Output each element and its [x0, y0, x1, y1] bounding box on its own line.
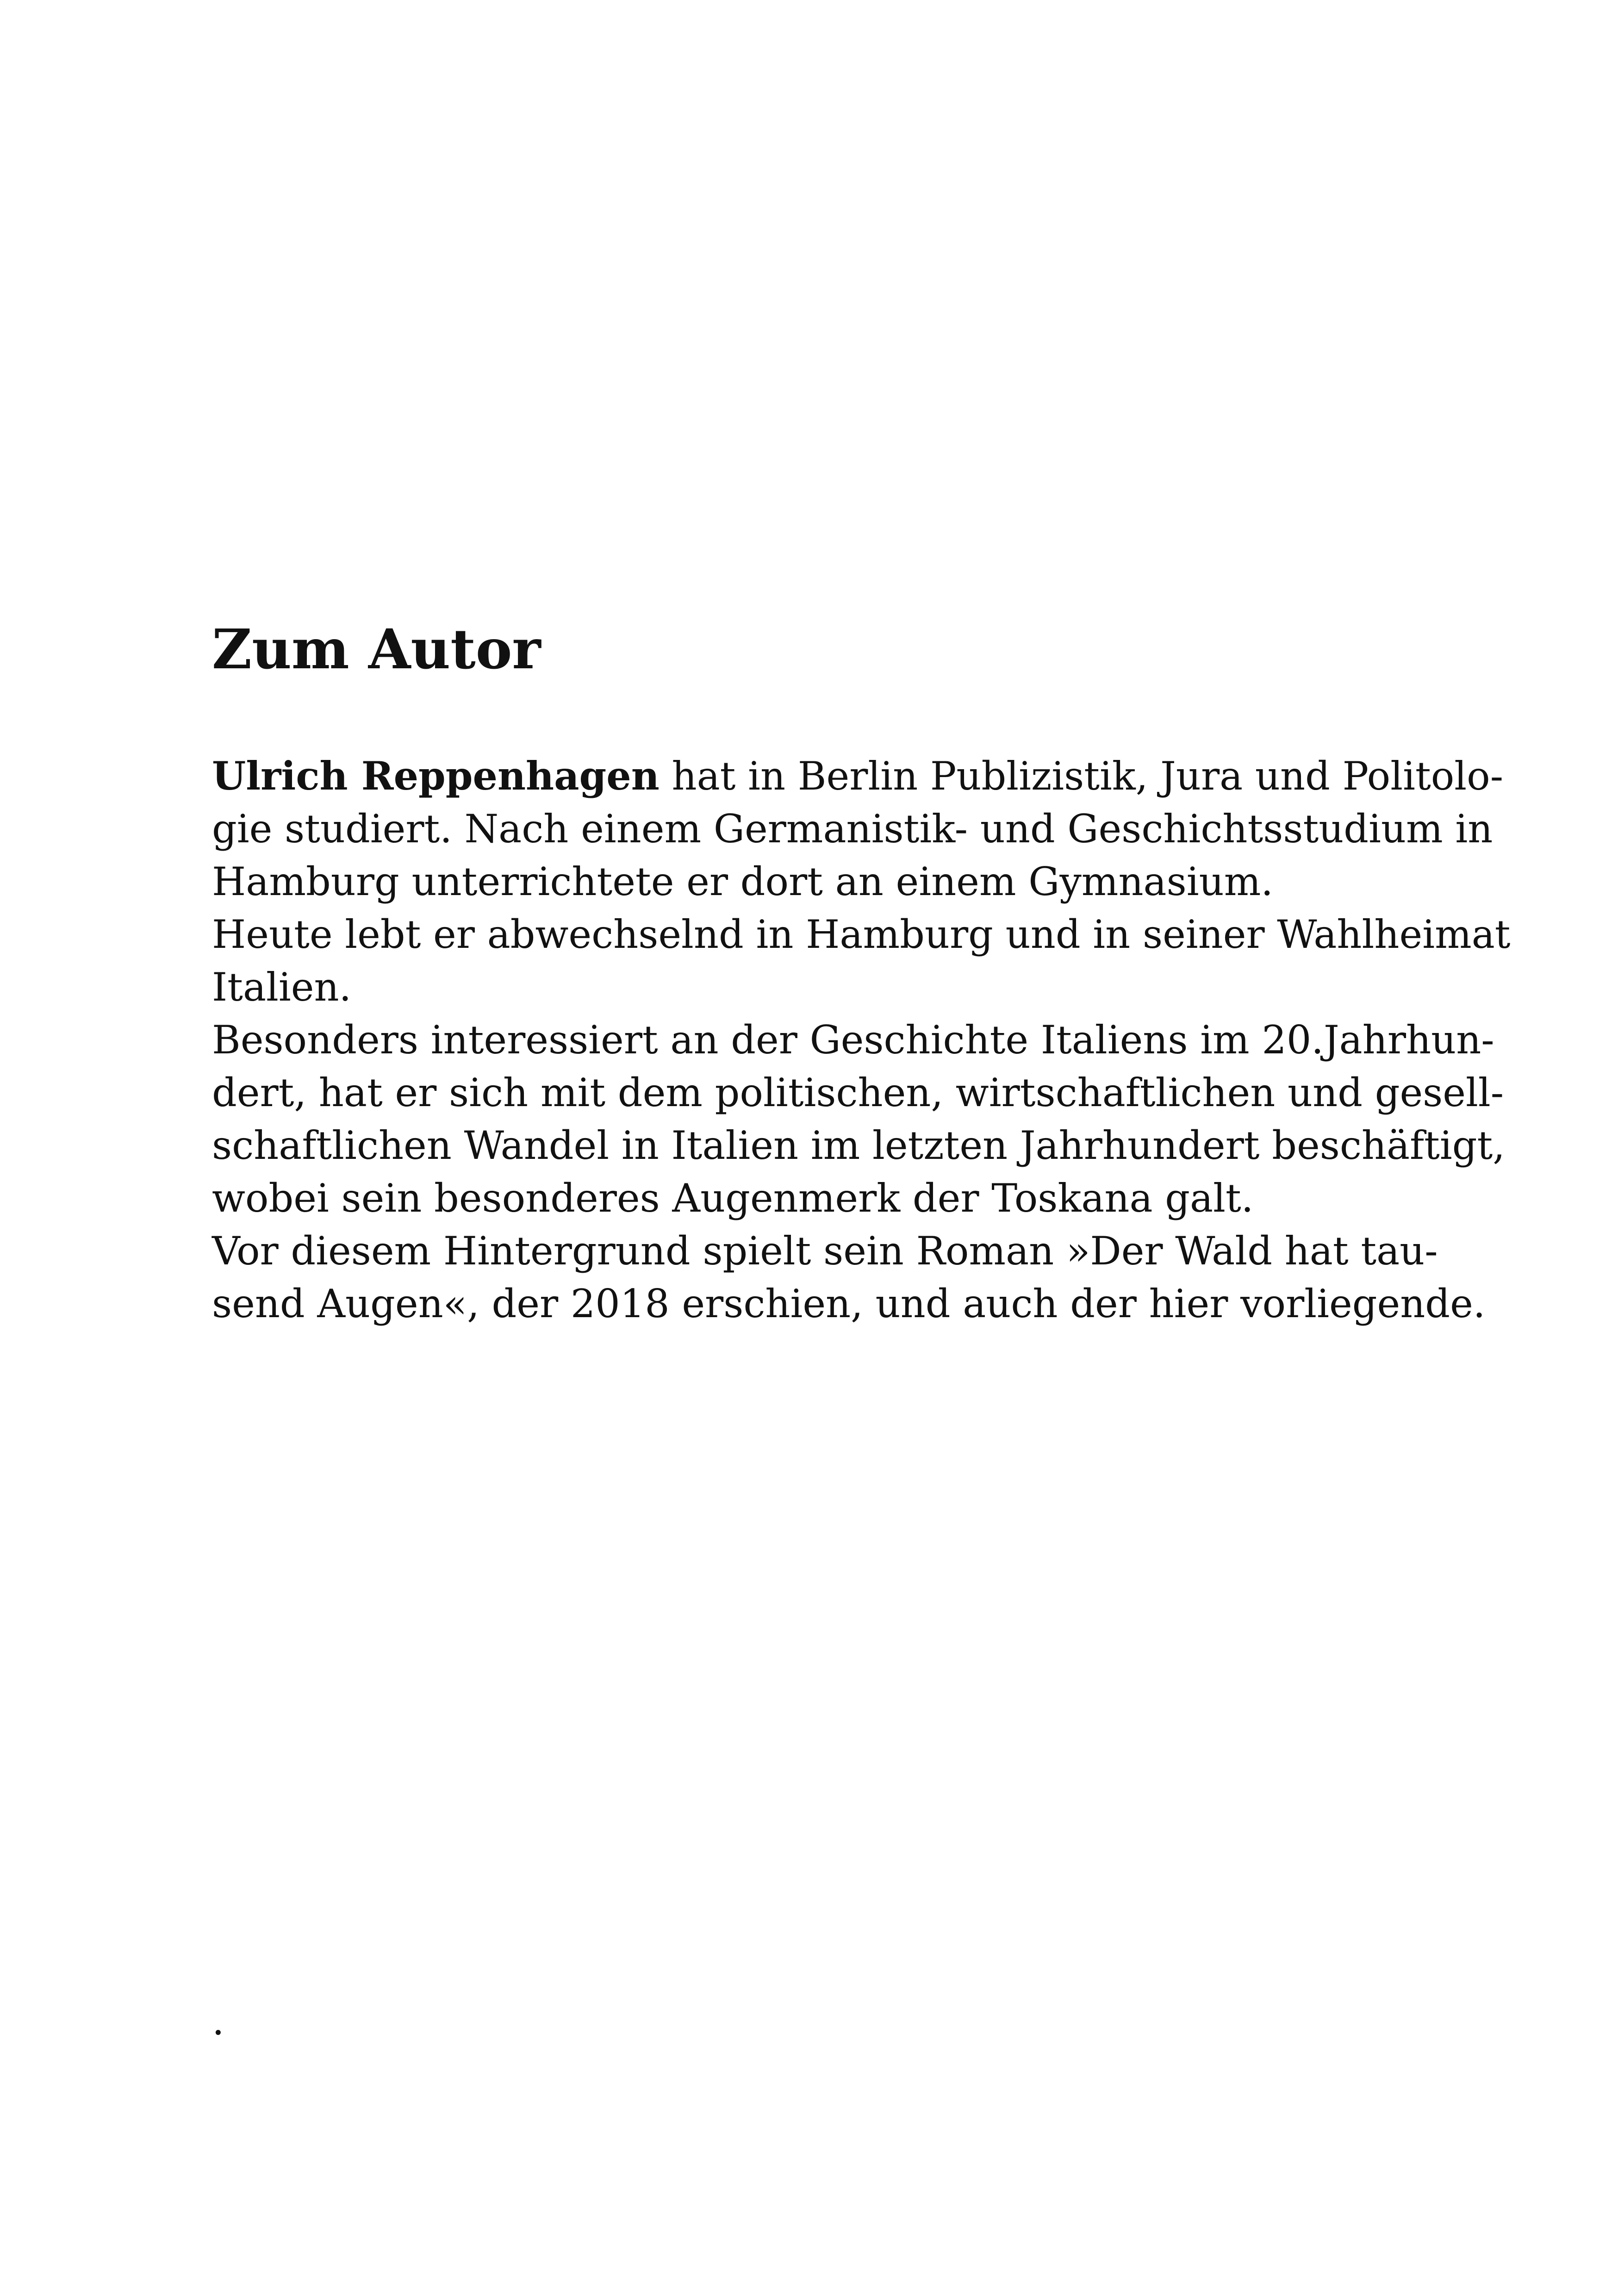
author-bio — [212, 750, 1511, 1330]
bio-line: dert, hat er sich mit dem politischen, wirtschaftlichen und gesell- — [212, 1070, 1504, 1115]
page-title: Zum Autor — [212, 617, 541, 681]
bio-line: Italien. — [212, 964, 352, 1010]
bio-line: gie studiert. Nach einem Germanistik- und Geschichtsstudium in — [212, 806, 1493, 852]
bio-line: Hamburg unterrichtete er dort an einem Gymnasium. — [212, 859, 1274, 904]
bio-line: Vor diesem Hintergrund spielt sein Roman »Der Wald hat tau- — [212, 1228, 1438, 1274]
bio-line: send Augen«, der 2018 erschien, und auch der hier vorliegende. — [212, 1281, 1486, 1326]
author-name: Ulrich Reppenhagen — [212, 753, 660, 799]
bio-line: Heute lebt er abwechselnd in Hamburg und in seiner Wahlheimat — [212, 912, 1511, 957]
bio-line — [212, 750, 1504, 803]
bio-line: schaftlichen Wandel in Italien im letzten Jahrhundert beschäftigt, — [212, 1123, 1505, 1168]
footer-mark: . — [212, 1998, 224, 2044]
bio-line-text: hat in Berlin Publizistik, Jura und Politolo- — [659, 753, 1504, 799]
bio-line: Besonders interessiert an der Geschichte Italiens im 20.Jahrhun- — [212, 1017, 1494, 1063]
bio-line: wobei sein besonderes Augenmerk der Toskana galt. — [212, 1176, 1254, 1221]
